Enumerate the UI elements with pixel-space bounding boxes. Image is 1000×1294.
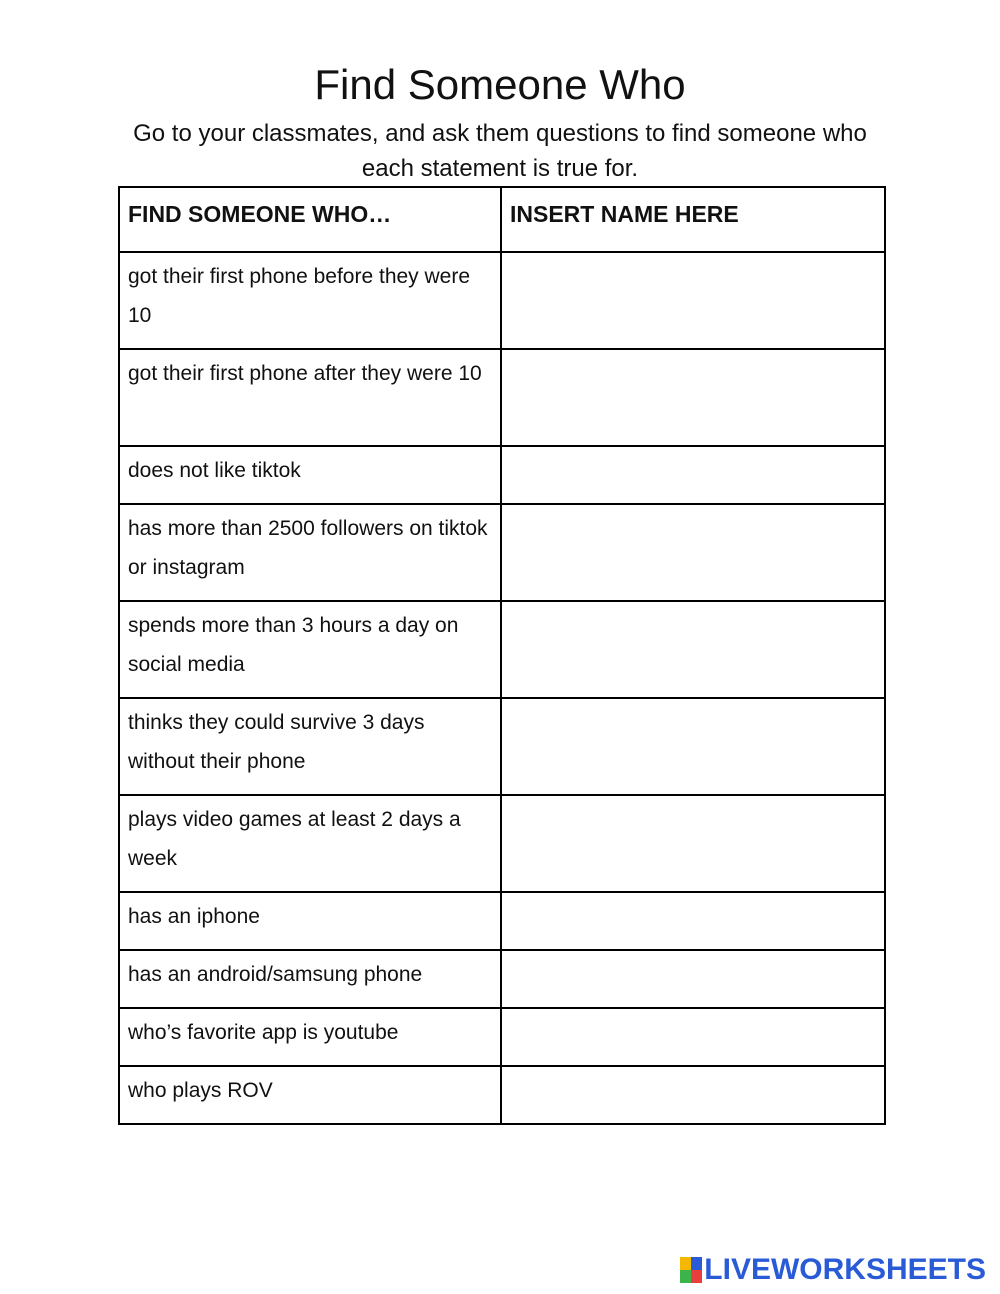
name-input-cell[interactable] [501,950,885,1008]
name-input-cell[interactable] [501,1008,885,1066]
table-row [119,504,885,601]
table-row [119,795,885,892]
statement-cell: got their first phone before they were 10 [119,252,501,349]
liveworksheets-logo-icon [680,1257,702,1283]
page-title: Find Someone Who [314,61,686,108]
statement-cell: does not like tiktok [119,446,501,504]
statement-cell: who plays ROV [119,1066,501,1124]
name-input-cell[interactable] [501,601,885,698]
find-someone-table [118,186,886,1125]
statement-cell: got their first phone after they were 10 [119,349,501,446]
table-row [119,349,885,446]
statement-cell: has more than 2500 followers on tiktok or instagram [119,504,501,601]
statement-cell: who’s favorite app is youtube [119,1008,501,1066]
table-row [119,1008,885,1066]
name-input-cell[interactable] [501,504,885,601]
name-input-cell[interactable] [501,446,885,504]
name-input-cell[interactable] [501,698,885,795]
table-row [119,1066,885,1124]
statement-cell: plays video games at least 2 days a week [119,795,501,892]
name-input-cell[interactable] [501,252,885,349]
statement-cell: thinks they could survive 3 days without their phone [119,698,501,795]
name-input-cell[interactable] [501,349,885,446]
table-row [119,950,885,1008]
name-input-cell[interactable] [501,795,885,892]
statement-cell: spends more than 3 hours a day on social media [119,601,501,698]
statement-cell: has an iphone [119,892,501,950]
table-row [119,252,885,349]
column-header-name: INSERT NAME HERE [501,187,885,252]
statement-cell: has an android/samsung phone [119,950,501,1008]
liveworksheets-brand[interactable] [680,1252,986,1288]
name-input-cell[interactable] [501,892,885,950]
name-input-cell[interactable] [501,1066,885,1124]
brand-wordmark: LIVEWORKSHEETS [704,1253,986,1286]
table-row [119,892,885,950]
table-header-row [119,187,885,252]
column-header-statement: FIND SOMEONE WHO… [119,187,501,252]
instructions-text: Go to your classmates, and ask them questions to find someone who each statement is true for. [133,120,867,182]
table-row [119,446,885,504]
table-row [119,698,885,795]
table-row [119,601,885,698]
